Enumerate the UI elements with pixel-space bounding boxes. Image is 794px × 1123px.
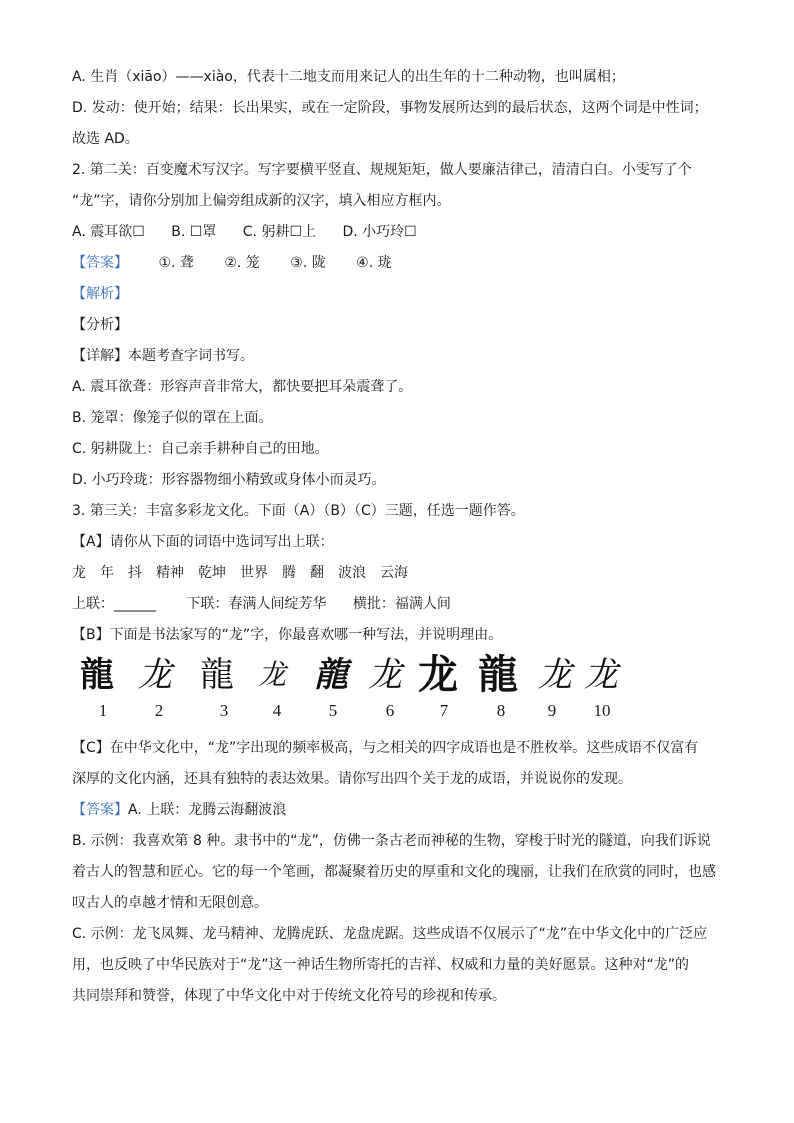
- calligraphy-number: 2: [154, 701, 164, 720]
- text-line: D. 小巧玲珑：形容器物细小精致或身体小而灵巧。: [72, 472, 386, 488]
- answer-tag: 【答案】: [72, 255, 128, 271]
- text-line: B. 笼罩：像笼子似的罩在上面。: [72, 410, 273, 426]
- answer-line: [72, 795, 722, 826]
- document-page: [72, 62, 722, 1012]
- calligraphy-glyph: 龙: [138, 655, 172, 695]
- text-line: 深厚的文化内涵，还具有独特的表达效果。请你写出四个关于龙的成语，并说说你的发现。: [72, 771, 632, 787]
- answer-item: ①. 聋: [158, 255, 194, 271]
- word-bank: 龙 年 抖 精神 乾坤 世界 腾 翻 波浪 云海: [72, 565, 408, 581]
- section-heading: 【详解】本题考查字词书写。: [72, 348, 254, 364]
- calligraphy-glyph: 龙: [368, 655, 402, 695]
- text-line: B. 示例：我喜欢第 8 种。隶书中的“龙”，仿佛一条古老而神秘的生物，穿梭于时光的隧道，向我们诉说: [72, 833, 711, 849]
- option-c: C. 躬耕☐上: [242, 224, 316, 240]
- calligraphy-number: 4: [272, 701, 282, 720]
- answer-tag: 【答案】: [72, 802, 128, 818]
- calligraphy-number: 9: [547, 701, 557, 720]
- question-2-prompt: 2. 第二关：百变魔术写汉字。写字要横平竖直、规规矩矩，做人要廉洁律己，清清白白。小雯写了个: [72, 162, 692, 178]
- calligraphy-glyph: 龍: [314, 655, 348, 695]
- part-b-prompt: 【B】下面是书法家写的“龙”字，你最喜欢哪一种写法，并说明理由。: [72, 627, 503, 643]
- horizontal-scroll: 横批：福满人间: [352, 596, 451, 612]
- calligraphy-glyph: 龍: [80, 655, 114, 695]
- part-c-prompt: 【C】在中华文化中，“龙”字出现的频率极高，与之相关的四字成语也是不胜枚举。这些成语不仅富有: [72, 740, 699, 756]
- text-line: C. 示例：龙飞凤舞、龙马精神、龙腾虎跃、龙盘虎踞。这些成语不仅展示了“龙”在中华文化中的广泛应: [72, 926, 708, 942]
- text-line: D. 发动：使开始；结果：长出果实，或在一定阶段，事物发展所达到的最后状态，这两个词是中性词；: [72, 100, 708, 116]
- part-a-prompt: 【A】请你从下面的词语中选词写出上联：: [72, 534, 334, 550]
- calligraphy-number: 8: [496, 701, 506, 720]
- upper-couplet: 上联：______: [72, 596, 156, 612]
- answer-item: ③. 陇: [290, 255, 326, 271]
- text-line: 叹古人的卓越才情和无限创意。: [72, 895, 268, 911]
- calligraphy-glyph: 龙: [538, 655, 572, 695]
- text-line: 用，也反映了中华民族对于“龙”这一神话生物所寄托的吉祥、权威和力量的美好愿景。这种对“龙”的: [72, 957, 690, 973]
- text-line: A. 生肖（xiāo）——xiào，代表十二地支而用来记人的出生年的十二种动物，也叫属相；: [72, 69, 625, 85]
- answer-a: A. 上联：龙腾云海翻波浪: [128, 802, 287, 818]
- answer-item: ②. 笼: [224, 255, 260, 271]
- calligraphy-number: 10: [593, 701, 611, 720]
- text-line: C. 躬耕陇上：自己亲手耕种自己的田地。: [72, 441, 329, 457]
- couplet-line: [72, 589, 722, 620]
- answer-line: [72, 248, 722, 279]
- calligraphy-number: 3: [219, 701, 229, 720]
- option-b: B. ☐罩: [171, 224, 217, 240]
- calligraphy-number: 7: [439, 701, 449, 720]
- calligraphy-glyph: 龍: [200, 655, 234, 695]
- calligraphy-number: 5: [328, 701, 338, 720]
- calligraphy-glyph: 龙: [584, 655, 618, 695]
- text-line: 着古人的智慧和匠心。它的每一个笔画，都凝聚着历史的厚重和文化的瑰丽，让我们在欣赏的同时，也感: [72, 864, 716, 880]
- option-d: D. 小巧玲☐: [342, 224, 417, 240]
- calligraphy-figure: [72, 651, 722, 733]
- question-3-prompt: 3. 第三关：丰富多彩龙文化。下面（A）（B）（C）三题，任选一题作答。: [72, 503, 525, 519]
- analysis-tag: 【解析】: [72, 286, 128, 302]
- section-heading: 【分析】: [72, 317, 128, 333]
- text-line: 故选 AD。: [72, 131, 139, 147]
- option-a: A. 震耳欲☐: [72, 224, 145, 240]
- calligraphy-glyph: 龙: [258, 658, 287, 691]
- question-2-options: [72, 217, 722, 248]
- calligraphy-glyph: 龍: [478, 651, 518, 698]
- text-line: “龙”字，请你分别加上偏旁组成新的汉字，填入相应方框内。: [72, 193, 451, 209]
- calligraphy-number: 6: [385, 701, 395, 720]
- text-line: A. 震耳欲聋：形容声音非常大，都快要把耳朵震聋了。: [72, 379, 413, 395]
- text-line: 共同崇拜和赞誉，体现了中华文化中对于传统文化符号的珍视和传承。: [72, 988, 506, 1004]
- lower-couplet: 下联：春满人间绽芳华: [186, 596, 327, 612]
- calligraphy-glyph: 龙: [418, 651, 458, 698]
- answer-item: ④. 珑: [356, 255, 392, 271]
- calligraphy-number: 1: [98, 701, 108, 720]
